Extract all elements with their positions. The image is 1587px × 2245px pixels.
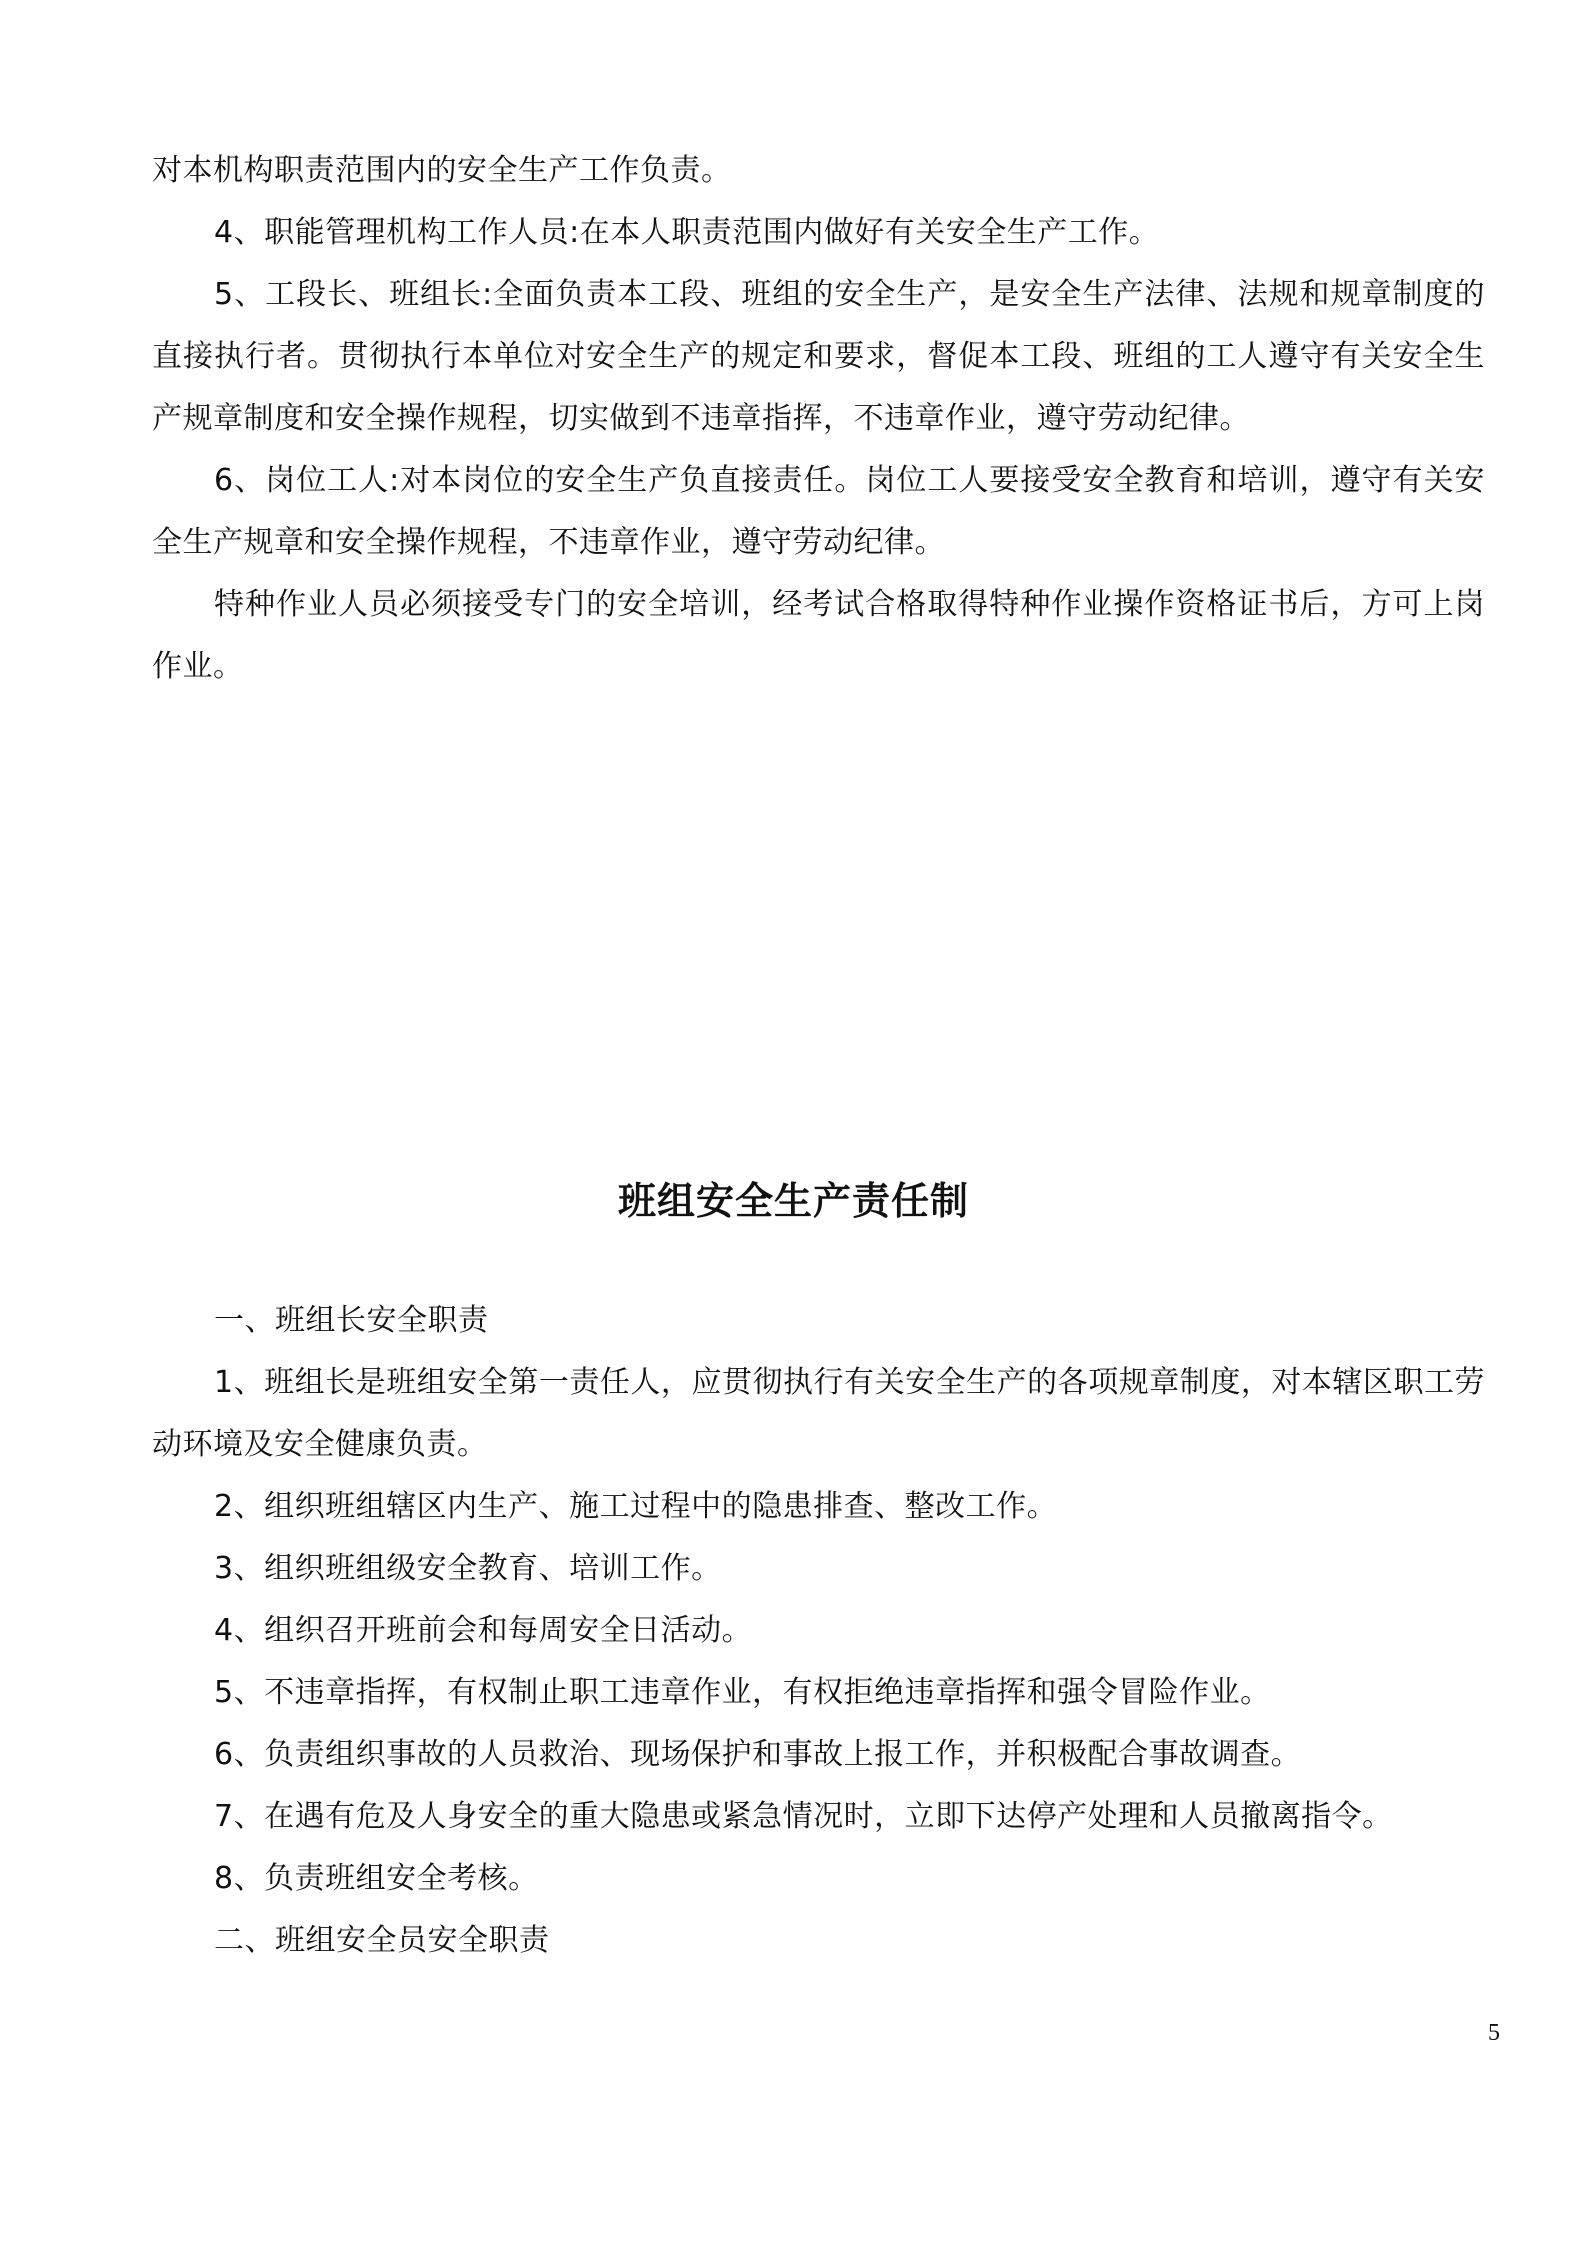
- duty-item-5: 5、不违章指挥，有权制止职工违章作业，有权拒绝违章指挥和强令冒险作业。: [214, 1675, 1271, 1710]
- duty-item-6: 6、负责组织事故的人员救治、现场保护和事故上报工作，并积极配合事故调查。: [214, 1737, 1302, 1772]
- paragraph-item-6: 6、岗位工人:对本岗位的安全生产负直接责任。岗位工人要接受安全教育和培训，遵守有关安全生产规章和安全操作规程，不违章作业，遵守劳动纪律。: [152, 463, 1485, 560]
- duty-item-4: 4、组织召开班前会和每周安全日活动。: [214, 1613, 753, 1648]
- heading-team-leader-duties: 一、班组长安全职责: [214, 1303, 489, 1338]
- top-text-section: [152, 140, 1485, 698]
- heading-safety-officer-duties: 二、班组安全员安全职责: [214, 1923, 550, 1958]
- bottom-text-section: [152, 1290, 1485, 1972]
- duty-item-3: 3、组织班组级安全教育、培训工作。: [214, 1551, 722, 1586]
- paragraph-item-5: 5、工段长、班组长:全面负责本工段、班组的安全生产，是安全生产法律、法规和规章制度的直接执行者。贯彻执行本单位对安全生产的规定和要求，督促本工段、班组的工人遵守有关安全生产规章制度和安全操作规程，切实做到不违章指挥，不违章作业，遵守劳动纪律。: [152, 277, 1485, 436]
- paragraph-continuation: 对本机构职责范围内的安全生产工作负责。: [152, 153, 732, 188]
- paragraph-item-4: 4、职能管理机构工作人员:在本人职责范围内做好有关安全生产工作。: [214, 215, 1160, 250]
- duty-item-2: 2、组织班组辖区内生产、施工过程中的隐患排查、整改工作。: [214, 1489, 1058, 1524]
- duty-item-1: 1、班组长是班组安全第一责任人，应贯彻执行有关安全生产的各项规章制度，对本辖区职工劳动环境及安全健康负责。: [152, 1365, 1485, 1462]
- page-number: 5: [1488, 2020, 1500, 2046]
- section-title: 班组安全生产责任制: [617, 1179, 969, 1223]
- duty-item-8: 8、负责班组安全考核。: [214, 1861, 539, 1896]
- paragraph-special-workers: 特种作业人员必须接受专门的安全培训，经考试合格取得特种作业操作资格证书后，方可上岗作业。: [152, 587, 1485, 684]
- duty-item-7: 7、在遇有危及人身安全的重大隐患或紧急情况时，立即下达停产处理和人员撤离指令。: [214, 1799, 1393, 1834]
